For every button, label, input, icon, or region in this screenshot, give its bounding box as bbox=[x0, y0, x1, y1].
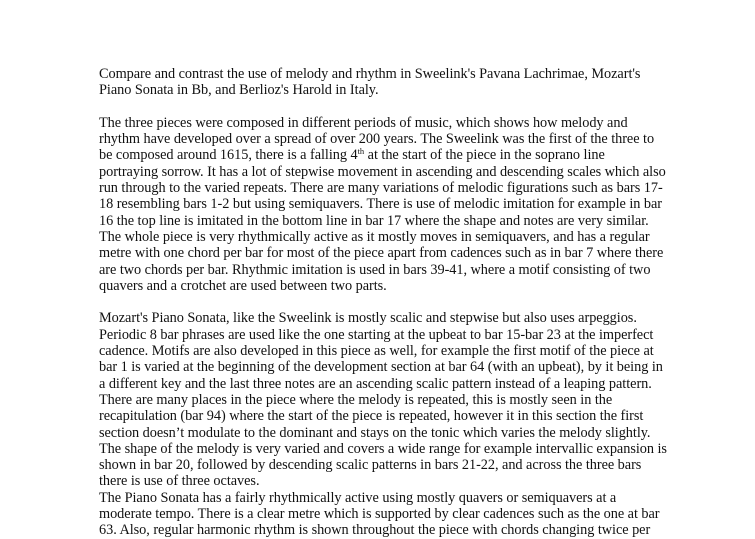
text-line: are two chords per bar. Rhythmic imitation is used in bars 39-41, where a motif consisting of two bbox=[99, 261, 651, 278]
text-line bbox=[99, 147, 669, 163]
document-body bbox=[99, 66, 669, 539]
text-line: a different key and the last three notes are an ascending scalic pattern instead of a leaping pattern. bbox=[99, 375, 652, 392]
text-line: cadence. Motifs are also developed in this piece as well, for example the first motif of the piece at bbox=[99, 343, 654, 360]
text-line: 18 resembling bars 1-2 but using semiquavers. There is use of melodic imitation for example in bar bbox=[99, 196, 663, 213]
text-run: at the start of the piece in the soprano line bbox=[364, 147, 605, 164]
text-line: Periodic 8 bar phrases are used like the one starting at the upbeat to bar 15-bar 23 at the imperfect bbox=[99, 326, 654, 343]
text-line: 16 the top line is imitated in the bottom line in bar 17 where the shape and notes are very similar. bbox=[99, 212, 649, 229]
text-line: moderate tempo. There is a clear metre which is supported by clear cadences such as the one at bar bbox=[99, 506, 660, 523]
paragraph-sweelink bbox=[99, 115, 669, 294]
paragraph-gap bbox=[99, 294, 669, 310]
essay-title bbox=[99, 66, 669, 99]
text-line: The Piano Sonata has a fairly rhythmically active using mostly quavers or semiquavers at a bbox=[99, 489, 617, 506]
text-line: metre with one chord per bar for most of the piece apart from cadences such as in bar 7 where there bbox=[99, 245, 664, 262]
text-line: section doesn’t modulate to the dominant and stays on the tonic which varies the melody slightly. bbox=[99, 424, 651, 441]
superscript-th: th bbox=[357, 146, 365, 157]
text-line: Mozart's Piano Sonata, like the Sweelink is mostly scalic and stepwise but also uses arpeggios. bbox=[99, 310, 637, 327]
text-line: portraying sorrow. It has a lot of stepwise movement in ascending and descending scales which also bbox=[99, 163, 666, 180]
text-line: there is use of three octaves. bbox=[99, 473, 260, 490]
text-line: recapitulation (bar 94) where the start of the piece is repeated, however it in this section the first bbox=[99, 408, 644, 425]
paragraph-gap bbox=[99, 99, 669, 115]
text-line: The three pieces were composed in different periods of music, which shows how melody and bbox=[99, 114, 628, 131]
text-line: The whole piece is very rhythmically active as it mostly moves in semiquavers, and has a regular bbox=[99, 228, 650, 245]
title-line: Piano Sonata in Bb, and Berlioz's Harold in Italy. bbox=[99, 82, 379, 99]
text-line: quavers and a crotchet are used between two parts. bbox=[99, 277, 387, 294]
text-line: bar 1 is varied at the beginning of the development section at bar 64 (with an upbeat), by it being in bbox=[99, 359, 663, 376]
title-line: Compare and contrast the use of melody and rhythm in Sweelink's Pavana Lachrimae, Mozart's bbox=[99, 66, 641, 82]
paragraph-mozart bbox=[99, 310, 669, 489]
text-line: 63. Also, regular harmonic rhythm is shown throughout the piece with chords changing twice per bbox=[99, 522, 651, 539]
paragraph-mozart-rhythm bbox=[99, 490, 669, 539]
text-line: shown in bar 20, followed by descending scalic patterns in bars 21-22, and across the three bars bbox=[99, 457, 642, 474]
text-line: The shape of the melody is very varied and covers a wide range for example intervallic expansion is bbox=[99, 440, 667, 457]
text-line: rhythm have developed over a spread of over 200 years. The Sweelink was the first of the three to bbox=[99, 131, 655, 148]
text-run: be composed around 1615, there is a falling 4 bbox=[99, 147, 358, 164]
text-line: run through to the varied repeats. There are many variations of melodic figurations such as bars 17- bbox=[99, 180, 663, 197]
text-line: There are many places in the piece where the melody is repeated, this is mostly seen in the bbox=[99, 391, 613, 408]
